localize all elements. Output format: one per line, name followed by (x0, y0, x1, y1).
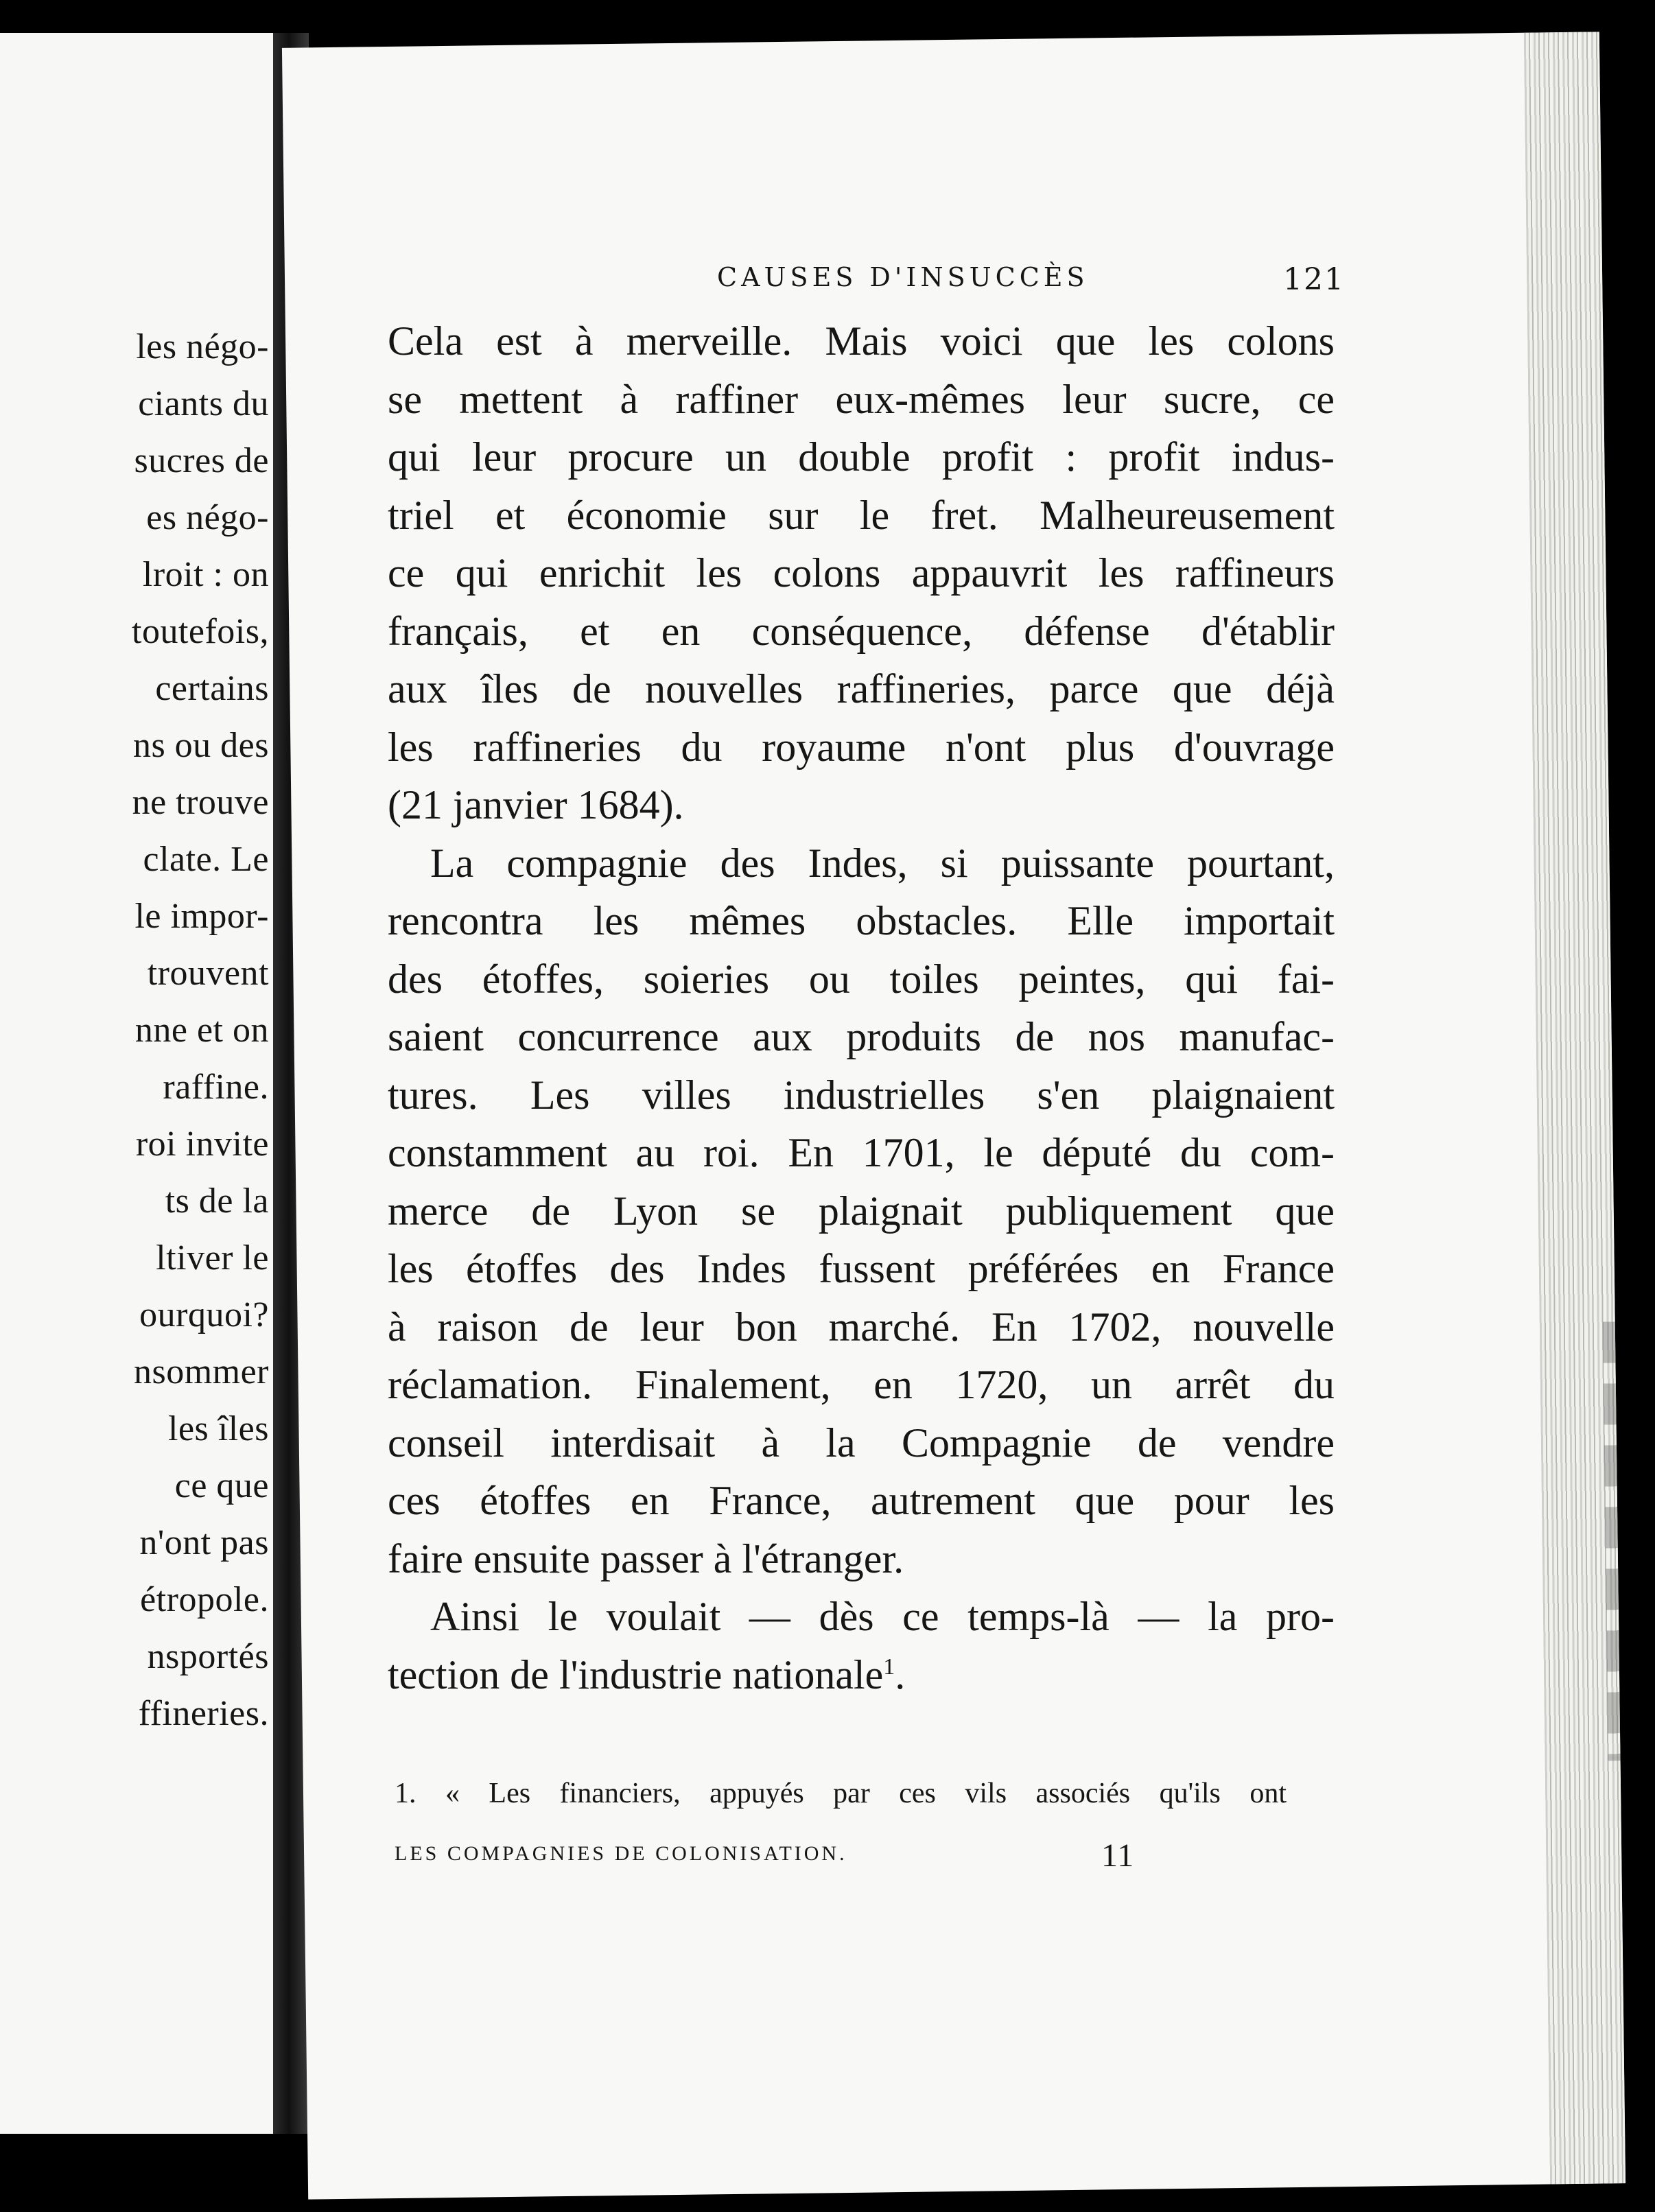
text-line: La compagnie des Indes, si puissante pourtant, (430, 840, 1335, 886)
signature-title: LES COMPAGNIES DE COLONISATION. (395, 1842, 847, 1865)
footnote: 1. « Les financiers, appuyés par ces vils associés qu'ils ont (395, 1778, 1287, 1809)
previous-page (0, 33, 294, 2134)
text-line: ces étoffes en France, autrement que pour les (388, 1478, 1335, 1523)
previous-page-line: lroit : on (142, 555, 269, 594)
previous-page-line: les îles (168, 1409, 269, 1448)
text-line: se mettent à raffiner eux-mêmes leur sucre, ce (388, 376, 1335, 422)
previous-page-line: toutefois, (132, 612, 269, 651)
text-line: des étoffes, soieries ou toiles peintes, qui fai- (388, 956, 1335, 1002)
text-line: rencontra les mêmes obstacles. Elle importait (388, 898, 1335, 943)
text-line: les raffineries du royaume n'ont plus d'ouvrage (388, 724, 1335, 770)
text-line: merce de Lyon se plaignait publiquement que (388, 1188, 1335, 1234)
previous-page-line: ltiver le (156, 1238, 269, 1278)
previous-page-line: roi invite (135, 1125, 269, 1164)
previous-page-line: certains (155, 669, 269, 708)
previous-page-line: ciants du (138, 384, 269, 423)
text-line: français, et en conséquence, défense d'établir (388, 608, 1335, 654)
text-line: réclamation. Finalement, en 1720, un arrêt du (388, 1362, 1335, 1407)
previous-page-line: trouvent (147, 954, 269, 993)
page-edges (1524, 32, 1625, 2184)
previous-page-line: ts de la (165, 1181, 269, 1221)
previous-page-line: ns ou des (132, 726, 269, 765)
previous-page-line: les négo- (136, 327, 269, 366)
previous-page-line: raffine. (163, 1068, 269, 1107)
previous-page-line: ourquoi? (139, 1295, 269, 1334)
text-line-content: tection de l'industrie nationale (388, 1651, 884, 1697)
previous-page-line: ne trouve (132, 783, 269, 822)
text-line: ce qui enrichit les colons appauvrit les raffineurs (388, 550, 1335, 596)
text-line: qui leur procure un double profit : profit indus- (388, 434, 1335, 480)
text-line: Cela est à merveille. Mais voici que les colons (388, 318, 1335, 364)
previous-page-line: n'ont pas (139, 1523, 269, 1562)
text-line: Ainsi le voulait — dès ce temps-là — la pro- (430, 1594, 1335, 1639)
text-line: (21 janvier 1684). (388, 782, 684, 827)
footnote-reference[interactable]: 1 (883, 1654, 895, 1680)
signature-line (395, 1837, 1287, 1874)
text-line: faire ensuite passer à l'étranger. (388, 1536, 904, 1581)
page-number: 121 (1283, 262, 1345, 297)
main-text (388, 312, 1335, 1704)
text-line: aux îles de nouvelles raffineries, parce que déjà (388, 666, 1335, 711)
text-line: les étoffes des Indes fussent préférées en France (388, 1246, 1335, 1291)
text-line: triel et économie sur le fret. Malheureusement (388, 492, 1335, 538)
text-line: constamment au roi. En 1701, le député du com- (388, 1130, 1335, 1175)
previous-page-line: sucres de (134, 441, 269, 480)
previous-page-line: ffineries. (138, 1694, 269, 1733)
text-line: tures. Les villes industrielles s'en plaignaient (388, 1072, 1335, 1118)
previous-page-line: nsportés (147, 1637, 269, 1676)
previous-page-line: le impor- (134, 897, 269, 936)
previous-page-line: es négo- (146, 498, 269, 537)
previous-page-line: nne et on (134, 1011, 269, 1050)
text-line (388, 1646, 1335, 1704)
text-line-punctuation: . (895, 1651, 906, 1697)
previous-page-line: étropole. (140, 1580, 269, 1619)
previous-page-line: clate. Le (143, 840, 269, 879)
signature-number: 11 (1101, 1837, 1135, 1874)
text-line: à raison de leur bon marché. En 1702, nouvelle (388, 1304, 1335, 1350)
previous-page-line: ce que (174, 1466, 269, 1505)
text-line: conseil interdisait à la Compagnie de vendre (388, 1420, 1335, 1466)
text-line: saient concurrence aux produits de nos manufac- (388, 1014, 1335, 1059)
previous-page-line: nsommer (133, 1352, 269, 1391)
running-title: CAUSES D'INSUCCÈS (717, 262, 1089, 292)
